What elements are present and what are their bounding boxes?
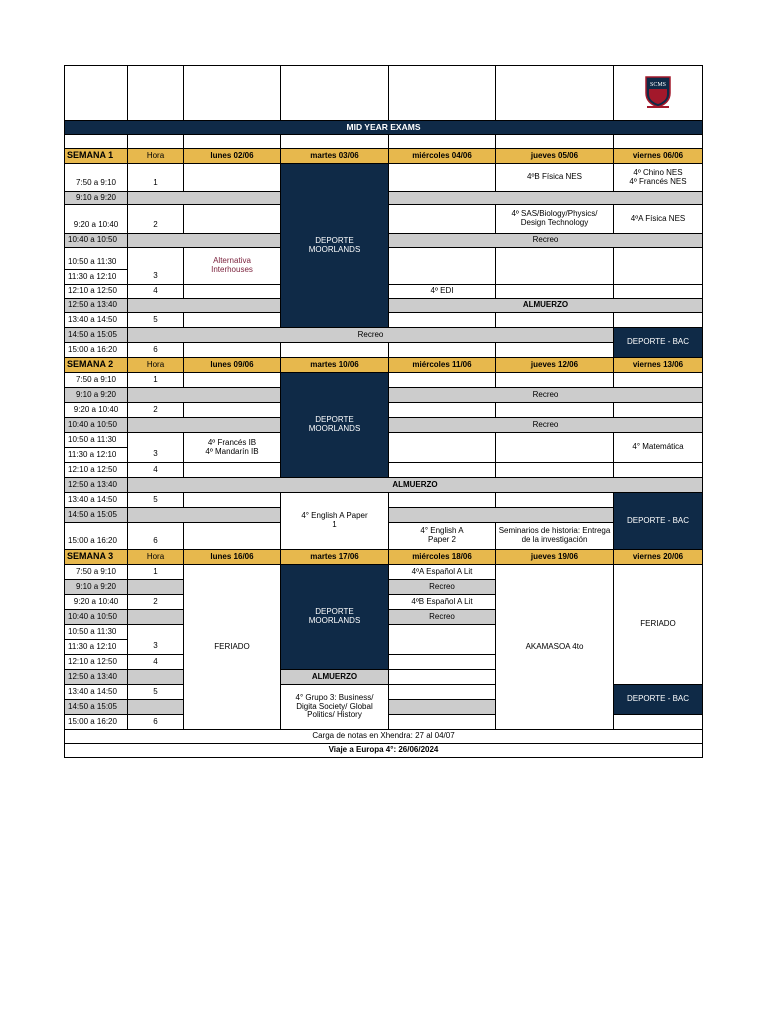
time-cell: 7:50 a 9:10 bbox=[65, 565, 128, 580]
spacer-row bbox=[65, 135, 703, 149]
hour-cell: 3 bbox=[128, 625, 184, 655]
exam-cell: 4° English A Paper 1 bbox=[281, 493, 389, 550]
recreo-cell: Recreo bbox=[128, 328, 614, 343]
semana3-day-viernes: viernes 20/06 bbox=[614, 550, 703, 565]
semana2-label: SEMANA 2 bbox=[65, 358, 128, 373]
deporte-bac-s1: DEPORTE - BAC bbox=[614, 328, 703, 358]
recreo-cell: Recreo bbox=[389, 388, 703, 403]
exam-cell: 4° Matemática bbox=[614, 433, 703, 463]
exam-cell: 4ºA Español A Lit bbox=[389, 565, 496, 580]
semana1-header-row bbox=[65, 149, 703, 164]
hour-cell: 3 bbox=[128, 248, 184, 285]
recreo-cell: Recreo bbox=[389, 234, 703, 248]
recreo-cell: Recreo bbox=[389, 580, 496, 595]
hour-cell: 5 bbox=[128, 685, 184, 700]
hour-cell: 6 bbox=[128, 343, 184, 358]
time-cell: 9:20 a 10:40 bbox=[65, 403, 128, 418]
exam-cell: 4ºB Español A Lit bbox=[389, 595, 496, 610]
hora-header: Hora bbox=[128, 149, 184, 164]
semana3-header-row bbox=[65, 550, 703, 565]
time-cell: 7:50 a 9:10 bbox=[65, 164, 128, 192]
page-title: MID YEAR EXAMS bbox=[65, 121, 703, 135]
exam-cell: 4º EDI bbox=[389, 285, 496, 299]
exam-schedule-sheet bbox=[64, 65, 703, 758]
time-cell: 12:10 a 12:50 bbox=[65, 285, 128, 299]
hour-cell: 6 bbox=[128, 523, 184, 550]
exam-schedule-table bbox=[64, 65, 703, 758]
deporte-moorlands-s1: DEPORTE MOORLANDS bbox=[281, 164, 389, 328]
time-cell: 12:10 a 12:50 bbox=[65, 463, 128, 478]
title-row bbox=[65, 121, 703, 135]
hour-cell: 1 bbox=[128, 373, 184, 388]
time-cell: 14:50 a 15:05 bbox=[65, 508, 128, 523]
semana3-label: SEMANA 3 bbox=[65, 550, 128, 565]
time-cell: 12:50 a 13:40 bbox=[65, 299, 128, 313]
semana2-header-row bbox=[65, 358, 703, 373]
exam-cell: Seminarios de historia: Entrega de la investigación bbox=[496, 523, 614, 550]
time-cell: 15:00 a 16:20 bbox=[65, 343, 128, 358]
time-cell: 14:50 a 15:05 bbox=[65, 700, 128, 715]
hour-cell: 4 bbox=[128, 655, 184, 670]
deporte-bac-s2: DEPORTE - BAC bbox=[614, 493, 703, 550]
semana3-day-jueves: jueves 19/06 bbox=[496, 550, 614, 565]
table-row bbox=[65, 493, 703, 508]
semana1-day-lunes: lunes 02/06 bbox=[184, 149, 281, 164]
school-crest-icon bbox=[643, 75, 673, 109]
semana3-day-lunes: lunes 16/06 bbox=[184, 550, 281, 565]
exam-cell: 4ºB Física NES bbox=[496, 164, 614, 192]
time-cell: 12:10 a 12:50 bbox=[65, 655, 128, 670]
time-cell: 10:50 a 11:30 bbox=[65, 433, 128, 448]
hour-cell: 2 bbox=[128, 595, 184, 610]
recreo-cell: Recreo bbox=[389, 610, 496, 625]
deporte-moorlands-s3: DEPORTE MOORLANDS bbox=[281, 565, 389, 670]
recreo-cell: Recreo bbox=[389, 418, 703, 433]
time-cell: 10:50 a 11:30 bbox=[65, 625, 128, 640]
semana1-label: SEMANA 1 bbox=[65, 149, 128, 164]
hour-cell: 6 bbox=[128, 715, 184, 730]
hora-header: Hora bbox=[128, 358, 184, 373]
time-cell: 13:40 a 14:50 bbox=[65, 313, 128, 328]
table-row bbox=[65, 565, 703, 580]
table-row bbox=[65, 373, 703, 388]
time-cell: 9:20 a 10:40 bbox=[65, 595, 128, 610]
semana3-day-miercoles: miércoles 18/06 bbox=[389, 550, 496, 565]
logo-text: SCMS bbox=[649, 81, 667, 88]
semana1-day-miercoles: miércoles 04/06 bbox=[389, 149, 496, 164]
time-cell: 11:30 a 12:10 bbox=[65, 640, 128, 655]
akamasoa-cell: AKAMASOA 4to bbox=[496, 565, 614, 730]
table-row bbox=[65, 343, 703, 358]
time-cell: 10:40 a 10:50 bbox=[65, 234, 128, 248]
deporte-moorlands-s2: DEPORTE MOORLANDS bbox=[281, 373, 389, 478]
exam-cell: 4º Francés IB 4º Mandarín IB bbox=[184, 433, 281, 463]
hour-cell: 4 bbox=[128, 285, 184, 299]
exam-cell: Alternativa Interhouses bbox=[184, 248, 281, 285]
time-cell: 9:10 a 9:20 bbox=[65, 388, 128, 403]
feriado-lunes: FERIADO bbox=[184, 565, 281, 730]
feriado-viernes: FERIADO bbox=[614, 565, 703, 685]
time-cell: 14:50 a 15:05 bbox=[65, 328, 128, 343]
time-cell: 9:20 a 10:40 bbox=[65, 205, 128, 234]
table-row bbox=[65, 328, 703, 343]
exam-cell: 4º SAS/Biology/Physics/ Design Technology bbox=[496, 205, 614, 234]
time-cell: 13:40 a 14:50 bbox=[65, 685, 128, 700]
almuerzo-cell: ALMUERZO bbox=[281, 670, 389, 685]
exam-cell: 4ºA Física NES bbox=[614, 205, 703, 234]
hour-cell: 1 bbox=[128, 565, 184, 580]
time-cell: 12:50 a 13:40 bbox=[65, 670, 128, 685]
hour-cell: 2 bbox=[128, 403, 184, 418]
semana2-day-lunes: lunes 09/06 bbox=[184, 358, 281, 373]
semana2-day-viernes: viernes 13/06 bbox=[614, 358, 703, 373]
semana1-day-martes: martes 03/06 bbox=[281, 149, 389, 164]
almuerzo-cell: ALMUERZO bbox=[128, 478, 703, 493]
semana2-day-miercoles: miércoles 11/06 bbox=[389, 358, 496, 373]
exam-cell: 4º Chino NES 4º Francés NES bbox=[614, 164, 703, 192]
semana2-day-jueves: jueves 12/06 bbox=[496, 358, 614, 373]
viaje-europa-note: Viaje a Europa 4°: 26/06/2024 bbox=[65, 744, 703, 758]
hour-cell: 3 bbox=[128, 433, 184, 463]
semana2-day-martes: martes 10/06 bbox=[281, 358, 389, 373]
semana1-day-viernes: viernes 06/06 bbox=[614, 149, 703, 164]
time-cell: 15:00 a 16:20 bbox=[65, 715, 128, 730]
hour-cell: 5 bbox=[128, 493, 184, 508]
semana1-day-jueves: jueves 05/06 bbox=[496, 149, 614, 164]
footer-row bbox=[65, 744, 703, 758]
time-cell: 15:00 a 16:20 bbox=[65, 523, 128, 550]
exam-cell: 4° Grupo 3: Business/ Digita Society/ Global Politics/ History bbox=[281, 685, 389, 730]
hour-cell: 2 bbox=[128, 205, 184, 234]
time-cell: 10:50 a 11:30 bbox=[65, 248, 128, 270]
exam-cell: 4° English A Paper 2 bbox=[389, 523, 496, 550]
school-logo-cell bbox=[614, 66, 703, 121]
hour-cell: 5 bbox=[128, 313, 184, 328]
deporte-bac-s3: DEPORTE - BAC bbox=[614, 685, 703, 715]
time-cell: 11:30 a 12:10 bbox=[65, 448, 128, 463]
hour-cell: 4 bbox=[128, 463, 184, 478]
semana3-day-martes: martes 17/06 bbox=[281, 550, 389, 565]
time-cell: 9:10 a 9:20 bbox=[65, 192, 128, 205]
almuerzo-cell: ALMUERZO bbox=[389, 299, 703, 313]
header-blank-row bbox=[65, 66, 703, 121]
time-cell: 9:10 a 9:20 bbox=[65, 580, 128, 595]
table-row bbox=[65, 164, 703, 192]
time-cell: 7:50 a 9:10 bbox=[65, 373, 128, 388]
hour-cell: 1 bbox=[128, 164, 184, 192]
time-cell: 12:50 a 13:40 bbox=[65, 478, 128, 493]
table-row bbox=[65, 478, 703, 493]
hora-header: Hora bbox=[128, 550, 184, 565]
time-cell: 10:40 a 10:50 bbox=[65, 610, 128, 625]
time-cell: 11:30 a 12:10 bbox=[65, 270, 128, 285]
carga-notas-note: Carga de notas en Xhendra: 27 al 04/07 bbox=[65, 730, 703, 744]
time-cell: 10:40 a 10:50 bbox=[65, 418, 128, 433]
footer-row bbox=[65, 730, 703, 744]
time-cell: 13:40 a 14:50 bbox=[65, 493, 128, 508]
